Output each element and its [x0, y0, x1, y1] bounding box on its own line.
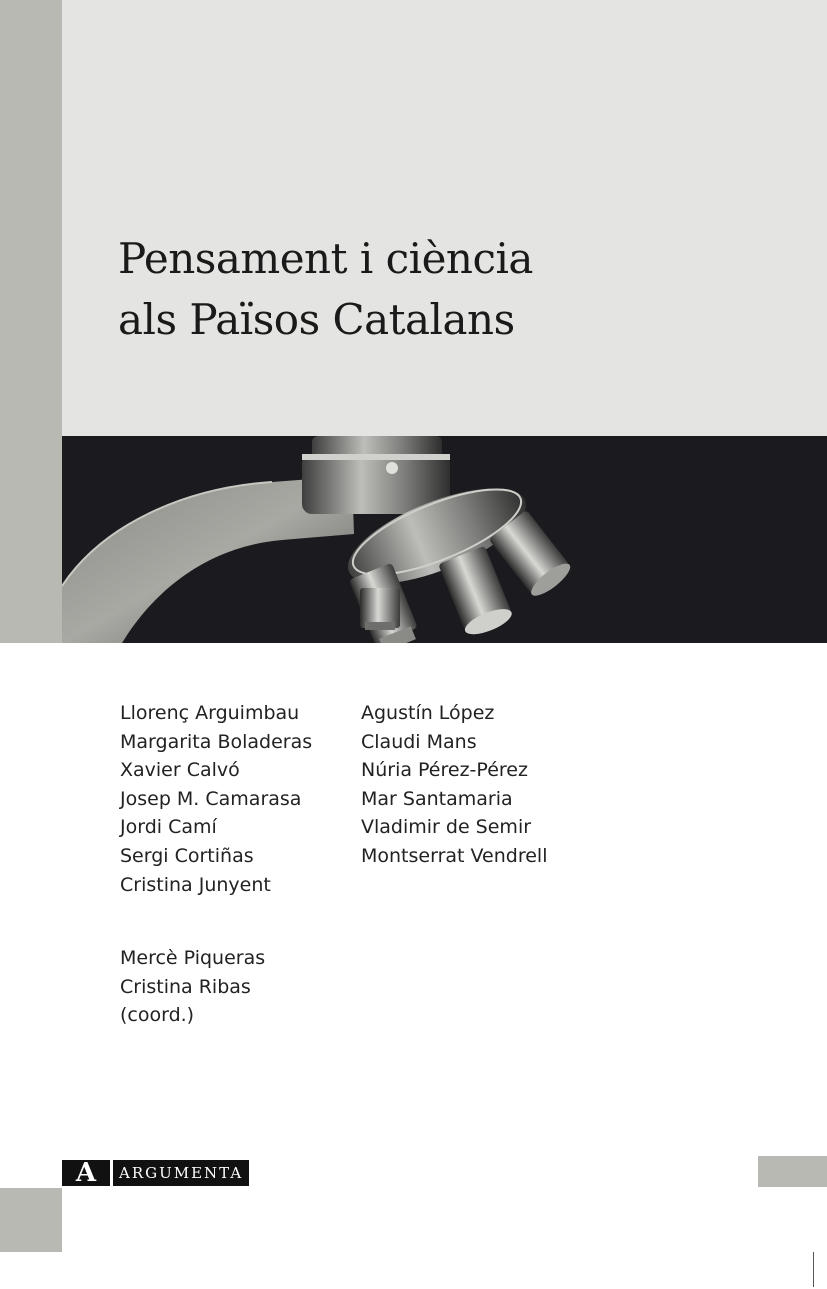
coordinator-name: Mercè Piqueras [120, 947, 266, 969]
coordinator-role: (coord.) [120, 1004, 195, 1027]
book-title [118, 228, 533, 350]
publisher-mark: A [62, 1160, 110, 1186]
title-line-2: als Països Catalans [118, 295, 515, 344]
right-color-tab [758, 1156, 827, 1187]
author-name: Mar Santamaria [361, 787, 513, 810]
coordinator-name: Cristina Ribas [120, 975, 251, 998]
edge-line [813, 1252, 814, 1287]
author-name: Jordi Camí [120, 816, 217, 839]
author-name: Llorenç Arguimbau [120, 702, 300, 724]
author-name: Núria Pérez-Pérez [361, 759, 528, 782]
left-color-band [0, 0, 62, 643]
author-name: Margarita Boladeras [120, 730, 313, 753]
cover-photo [62, 436, 827, 643]
microscope-icon [62, 436, 827, 643]
title-line-1: Pensament i ciència [118, 234, 533, 283]
authors-column-1 [120, 699, 312, 899]
left-color-band-bottom [0, 1188, 62, 1252]
coordinators [120, 944, 265, 1030]
author-name: Josep M. Camarasa [120, 787, 302, 810]
publisher-name: ARGUMENTA [113, 1160, 249, 1186]
author-name: Cristina Junyent [120, 873, 271, 896]
title-panel [62, 0, 827, 436]
author-name: Claudi Mans [361, 730, 477, 753]
author-name: Xavier Calvó [120, 759, 240, 782]
author-name: Agustín López [361, 702, 495, 724]
author-name: Vladimir de Semir [361, 816, 532, 839]
authors-column-2 [361, 699, 547, 871]
author-name: Sergi Cortiñas [120, 844, 254, 867]
publisher-logo [62, 1160, 249, 1186]
author-name: Montserrat Vendrell [361, 844, 548, 867]
